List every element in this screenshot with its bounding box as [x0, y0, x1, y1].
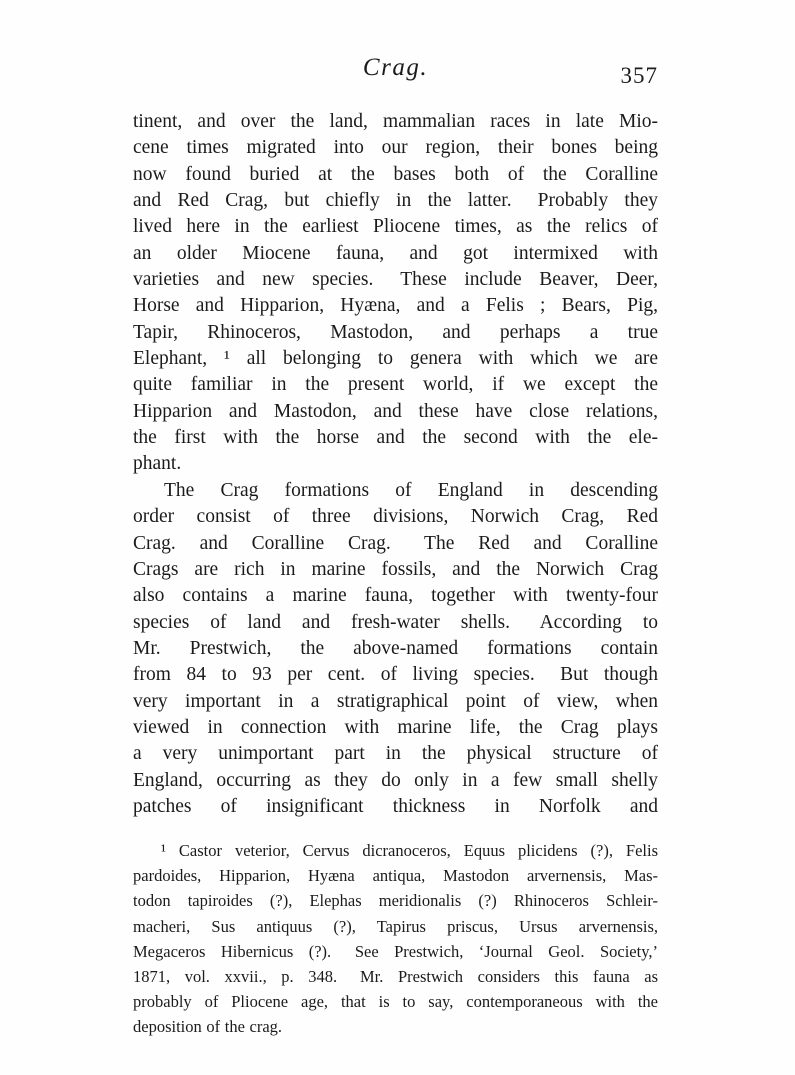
body-line: phant. [133, 453, 182, 475]
body-line: an older Miocene fauna, and got intermixed with [133, 242, 658, 264]
page-number: 357 [620, 63, 658, 88]
footnote-line: 1871, vol. xxvii., p. 348. Mr. Prestwich considers this fauna as [133, 966, 658, 986]
body-line: Elephant, ¹ all belonging to genera with which we are [133, 348, 658, 370]
body-line: a very unimportant part in the physical structure of [133, 743, 658, 765]
footnote-line: probably of Pliocene age, that is to say, contemporaneous with the [133, 992, 658, 1012]
body-line: lived here in the earliest Pliocene times, as the relics of [133, 216, 658, 238]
paragraph-2 [133, 478, 658, 820]
body-line: cene times migrated into our region, their bones being [133, 137, 658, 159]
body-line: patches of insignificant thickness in Norfolk and [133, 795, 658, 817]
body-line: order consist of three divisions, Norwich Crag, Red [133, 506, 658, 528]
paragraph-1 [133, 109, 658, 478]
body-line: viewed in connection with marine life, the Crag plays [133, 716, 658, 738]
body-text [133, 109, 658, 820]
body-line: England, occurring as they do only in a few small shelly [133, 769, 658, 791]
body-line: Crag. and Coralline Crag. The Red and Coralline [133, 532, 658, 554]
body-line: Mr. Prestwich, the above-named formations contain [133, 637, 658, 659]
body-line: species of land and fresh-water shells. According to [133, 611, 658, 633]
body-line: Crags are rich in marine fossils, and the Norwich Crag [133, 558, 658, 580]
footnote-line: deposition of the crag. [133, 1017, 283, 1037]
footnote-line: macheri, Sus antiquus (?), Tapirus priscus, Ursus arvernensis, [133, 916, 658, 936]
body-line: very important in a stratigraphical point of view, when [133, 690, 658, 712]
body-line: also contains a marine fauna, together with twenty-four [133, 585, 658, 607]
body-line: tinent, and over the land, mammalian races in late Mio- [133, 111, 658, 132]
footnote [133, 838, 658, 1040]
footnote-line: ¹ Castor veterior, Cervus dicranoceros, Equus plicidens (?), Felis [161, 841, 658, 860]
body-line: and Red Crag, but chiefly in the latter. Probably they [133, 190, 658, 212]
body-line: now found buried at the bases both of the Coralline [133, 163, 658, 185]
footnote-line: pardoides, Hipparion, Hyæna antiqua, Mastodon arvernensis, Mas- [133, 866, 658, 886]
body-line: quite familiar in the present world, if we except the [133, 374, 658, 396]
running-title: Crag. [362, 54, 429, 81]
body-line: Tapir, Rhinoceros, Mastodon, and perhaps a true [133, 321, 658, 343]
body-line: The Crag formations of England in descending [164, 479, 658, 501]
footnote-line: Megaceros Hibernicus (?). See Prestwich, ‘Journal Geol. Society,’ [133, 941, 658, 961]
body-line: varieties and new species. These include Beaver, Deer, [133, 269, 658, 291]
body-line: Horse and Hipparion, Hyæna, and a Felis ; Bears, Pig, [133, 295, 658, 317]
body-line: from 84 to 93 per cent. of living species. But though [133, 664, 658, 686]
footnote-line: todon tapiroides (?), Elephas meridionalis (?) Rhinoceros Schleir- [133, 891, 658, 911]
body-line: the first with the horse and the second with the ele- [133, 427, 658, 449]
page-header [133, 54, 658, 90]
body-line: Hipparion and Mastodon, and these have close relations, [133, 400, 658, 422]
